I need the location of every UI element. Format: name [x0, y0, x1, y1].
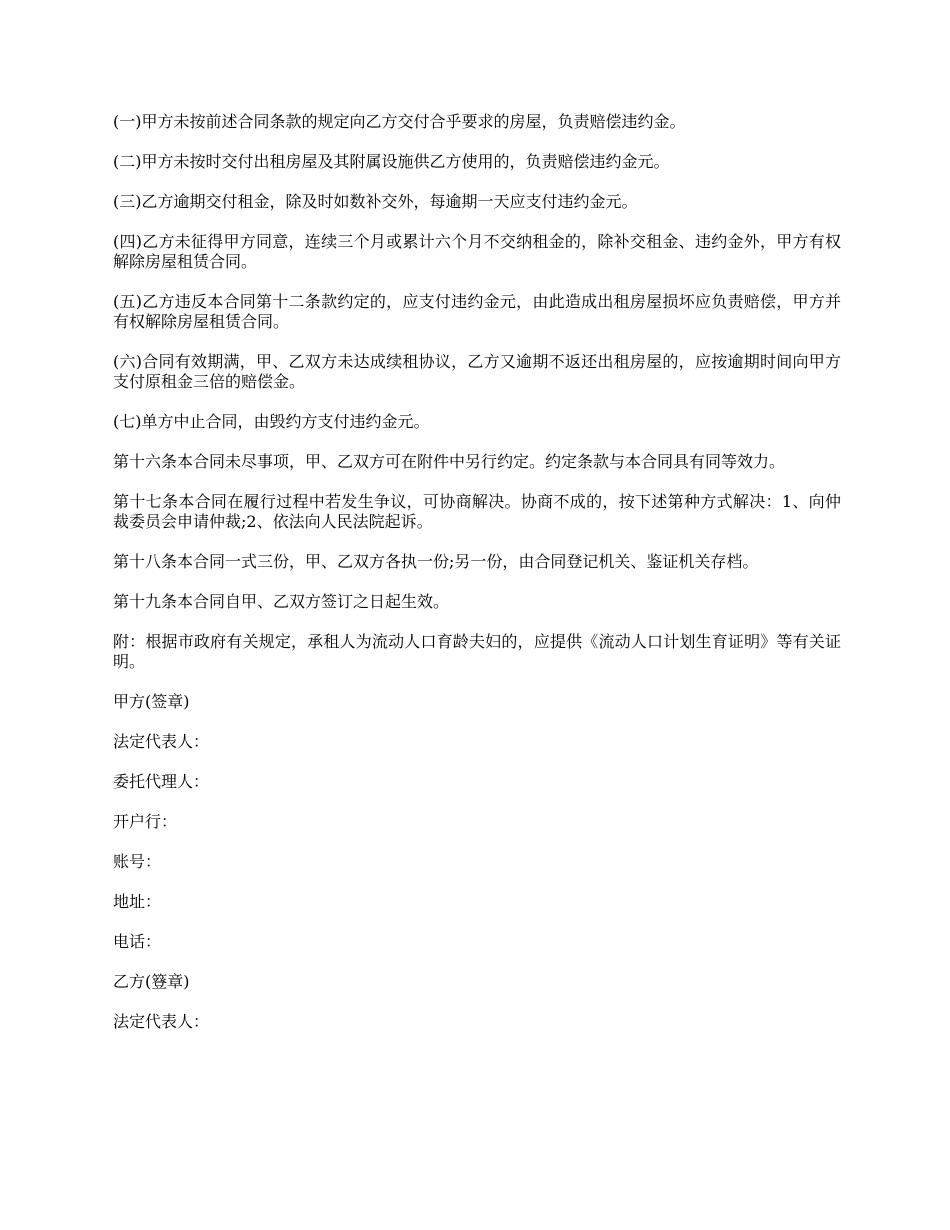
article-18: 第十八条本合同一式三份，甲、乙双方各执一份;另一份，由合同登记机关、鉴证机关存档。 [113, 552, 759, 571]
clause-penalty-2: (二)甲方未按时交付出租房屋及其附属设施供乙方使用的，负责赔偿违约金元。 [113, 152, 670, 171]
party-a-phone-label: 电话： [113, 932, 162, 951]
party-a-legal-representative-label: 法定代表人： [113, 732, 210, 751]
party-a-bank-label: 开户行： [113, 812, 178, 831]
clause-penalty-5: (五)乙方违反本合同第十二条款约定的，应支付违约金元，由此造成出租房屋损坏应负责赔偿，甲方并有权解除房屋租赁合同。 [113, 292, 841, 331]
clause-penalty-4: (四)乙方未征得甲方同意，连续三个月或累计六个月不交纳租金的，除补交租金、违约金外，甲方有权解除房屋租赁合同。 [113, 232, 841, 271]
party-a-address-label: 地址： [113, 892, 162, 911]
clause-penalty-7: (七)单方中止合同，由毁约方支付违约金元。 [113, 412, 430, 431]
clause-penalty-3: (三)乙方逾期交付租金，除及时如数补交外，每逾期一天应支付违约金元。 [113, 192, 638, 211]
article-16: 第十六条本合同未尽事项，甲、乙双方可在附件中另行约定。约定条款与本合同具有同等效力。 [113, 452, 786, 471]
party-b-signature-label: 乙方(簦章) [113, 972, 190, 991]
party-b-legal-representative-label: 法定代表人： [113, 1012, 210, 1031]
party-a-account-label: 账号： [113, 852, 162, 871]
article-17: 第十七条本合同在履行过程中若发生争议，可协商解决。协商不成的，按下述第种方式解决：1、向仲裁委员会申请仲裁;2、依法向人民法院起诉。 [113, 492, 841, 531]
article-19: 第十九条本合同自甲、乙双方签订之日起生效。 [113, 592, 450, 611]
clause-penalty-1: (一)甲方未按前述合同条款的规定向乙方交付合乎要求的房屋，负责赔偿违约金。 [113, 112, 686, 131]
appendix-note: 附：根据市政府有关规定，承租人为流动人口育龄夫妇的，应提供《流动人口计划生育证明》等有关证明。 [113, 632, 841, 671]
party-a-agent-label: 委托代理人： [113, 772, 210, 791]
clause-penalty-6: (六)合同有效期满，甲、乙双方未达成续租协议，乙方又逾期不返还出租房屋的，应按逾期时间向甲方支付原租金三倍的赔偿金。 [113, 352, 841, 391]
document-page [113, 112, 841, 1052]
party-a-signature-label: 甲方(签章) [113, 692, 190, 711]
